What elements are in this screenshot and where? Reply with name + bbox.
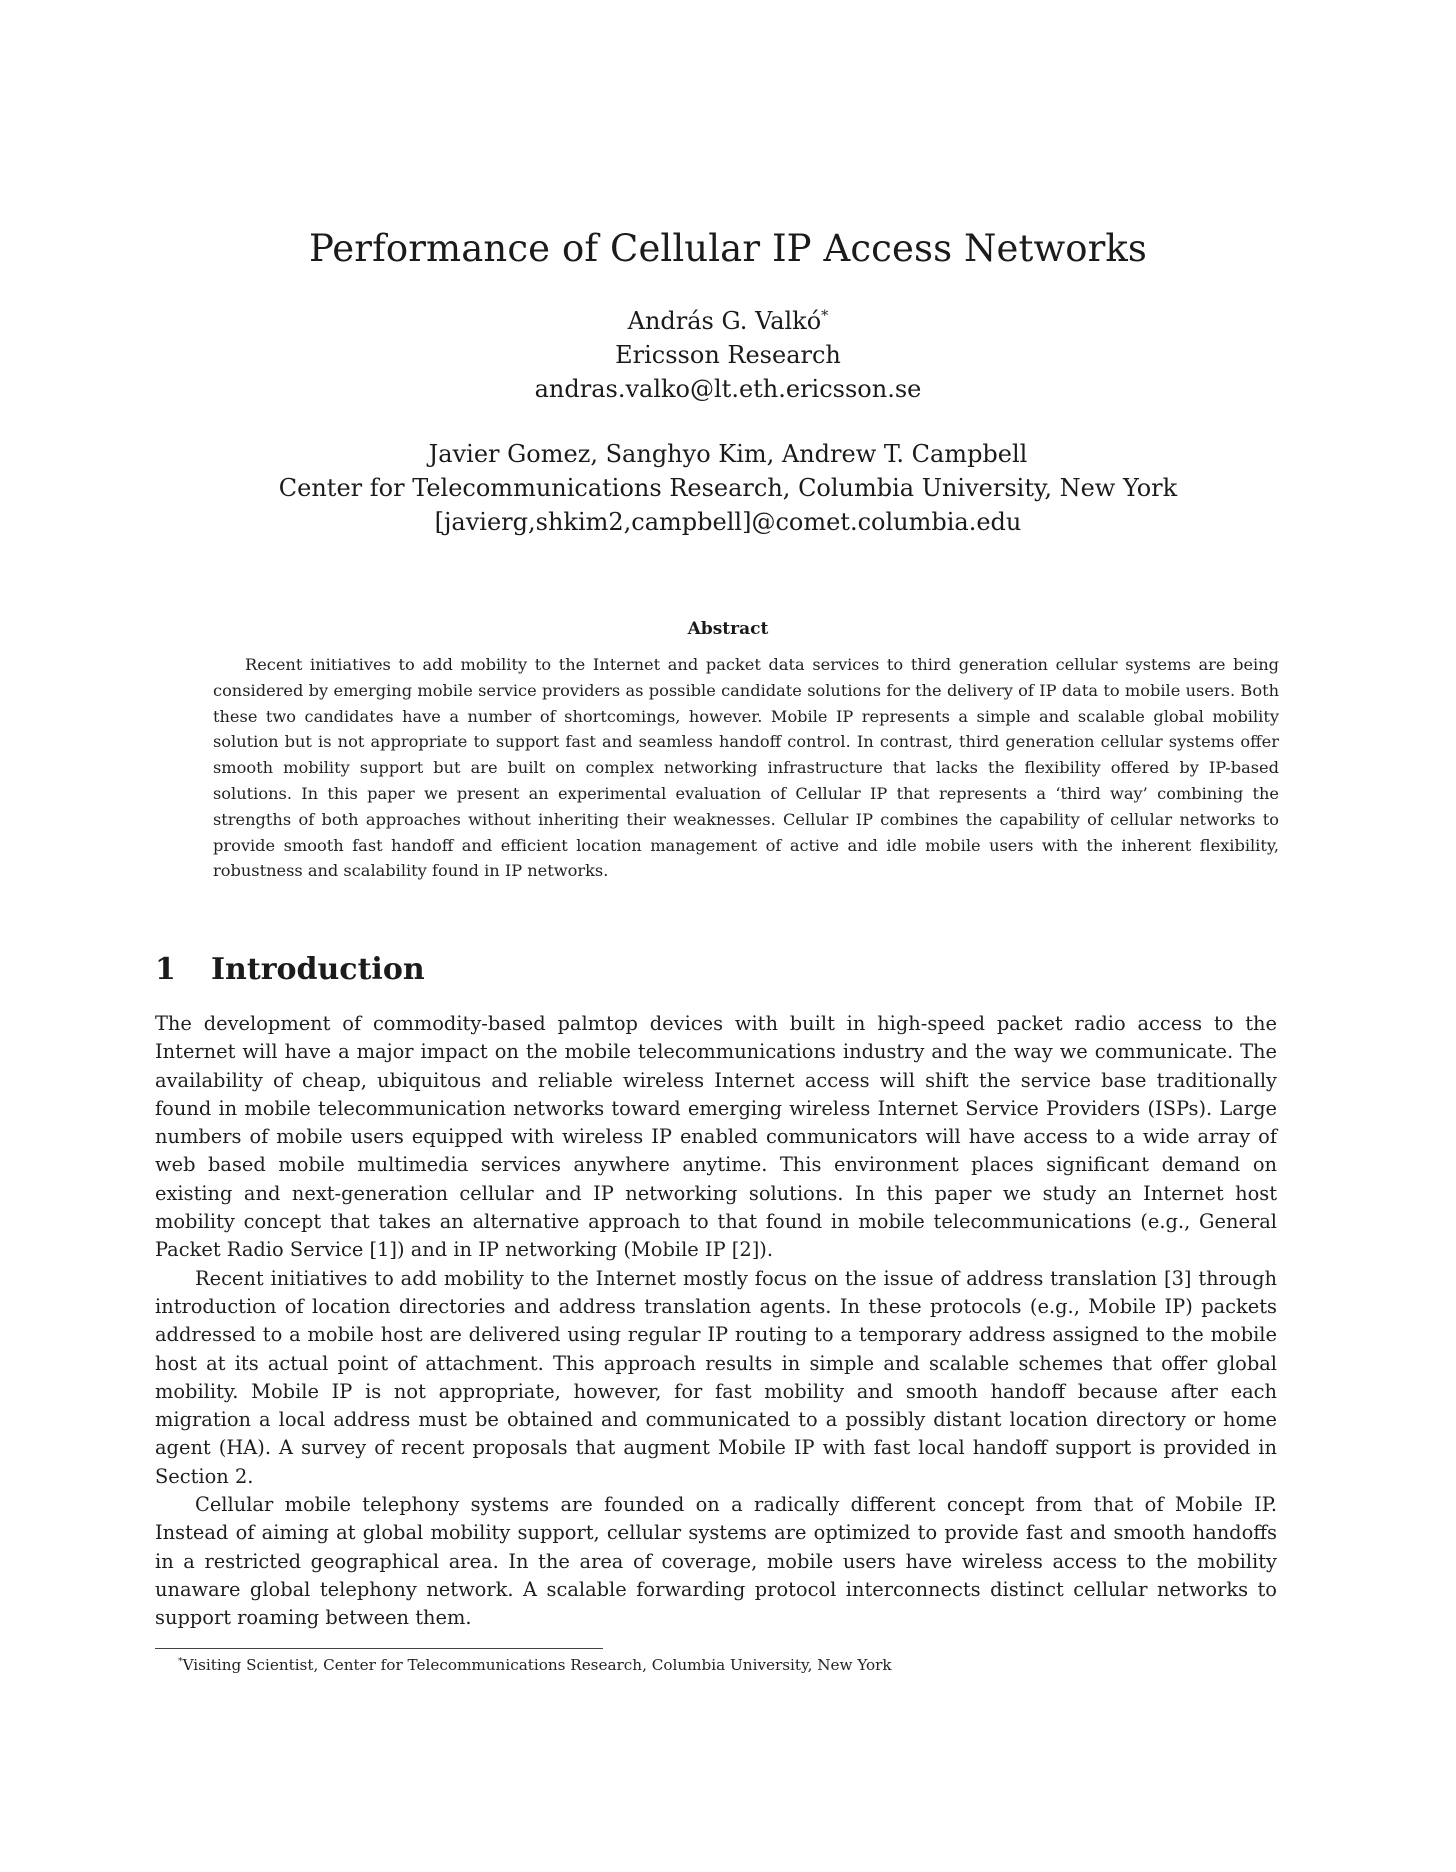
author-names: Javier Gomez, Sanghyo Kim, Andrew T. Campbell [428, 440, 1028, 468]
section-heading [155, 950, 1295, 990]
footnote [178, 1654, 1278, 1676]
section-number: 1 [155, 952, 176, 987]
author-block-columbia [0, 437, 1456, 539]
author-email: andras.valko@lt.eth.ericsson.se [534, 375, 922, 403]
footnote-mark: * [178, 1656, 183, 1667]
author-name: András G. Valkó [627, 307, 822, 335]
abstract-text: Recent initiatives to add mobility to the Internet and packet data services to third generation cellular systems are being considered by emerging mobile service providers as possible candidate solutions for the delivery of IP data to mobile users. Both these two candidates have a number of shortcomings, however. Mobile IP represents a simple and scalable global mobility solution but is not appropriate to support fast and seamless handoff control. In contrast, third generation cellular systems offer smooth mobility support but are built on complex networking infrastructure that lacks the flexibility offered by IP-based solutions. In this paper we present an experimental evaluation of Cellular IP that represents a ‘third way’ combining the strengths of both approaches without inheriting their weaknesses. Cellular IP combines the capability of cellular networks to provide smooth fast handoff and efficient location management of active and idle mobile users with the inherent flexibility, robustness and scalability found in IP networks. [213, 655, 1279, 881]
author-affiliation: Ericsson Research [615, 341, 841, 369]
author-email: [javierg,shkim2,campbell]@comet.columbia.edu [434, 508, 1022, 536]
footnote-text: Visiting Scientist, Center for Telecommunications Research, Columbia University, New York [182, 1656, 892, 1674]
author-block-ericsson [0, 304, 1456, 406]
author-affiliation: Center for Telecommunications Research, Columbia University, New York [278, 474, 1178, 502]
section-body [155, 1010, 1277, 1633]
body-paragraph: The development of commodity-based palmtop devices with built in high-speed packet radio access to the Internet will have a major impact on the mobile telecommunications industry and the way we communicate. The availability of cheap, ubiquitous and reliable wireless Internet access will shift the service base traditionally found in mobile telecommunication networks toward emerging wireless Internet Service Providers (ISPs). Large numbers of mobile users equipped with wireless IP enabled communicators will have access to a wide array of web based mobile multimedia services anywhere anytime. This environment places significant demand on existing and next-generation cellular and IP networking solutions. In this paper we study an Internet host mobility concept that takes an alternative approach to that found in mobile telecommunications (e.g., General Packet Radio Service [1]) and in IP networking (Mobile IP [2]). [155, 1012, 1277, 1262]
paper-title: Performance of Cellular IP Access Networks [308, 227, 1148, 270]
footnote-divider [155, 1648, 603, 1649]
body-paragraph: Cellular mobile telephony systems are founded on a radically different concept from that of Mobile IP. Instead of aiming at global mobility support, cellular systems are optimized to provide fast and smooth handoffs in a restricted geographical area. In the area of coverage, mobile users have wireless access to the mobility unaware global telephony network. A scalable forwarding protocol interconnects distinct cellular networks to support roaming between them. [155, 1493, 1277, 1630]
author-name-line [0, 304, 1456, 338]
body-paragraph: Recent initiatives to add mobility to the Internet mostly focus on the issue of address translation [3] through introduction of location directories and address translation agents. In these protocols (e.g., Mobile IP) packets addressed to a mobile host are delivered using regular IP routing to a temporary address assigned to the mobile host at its actual point of attachment. This approach results in simple and scalable schemes that offer global mobility. Mobile IP is not appropriate, however, for fast mobility and smooth handoff because after each migration a local address must be obtained and communicated to a possibly distant location directory or home agent (HA). A survey of recent proposals that augment Mobile IP with fast local handoff support is provided in Section 2. [155, 1266, 1277, 1488]
footnote-mark: * [821, 308, 829, 324]
abstract-heading: Abstract [687, 619, 769, 639]
section-title: Introduction [211, 952, 425, 987]
